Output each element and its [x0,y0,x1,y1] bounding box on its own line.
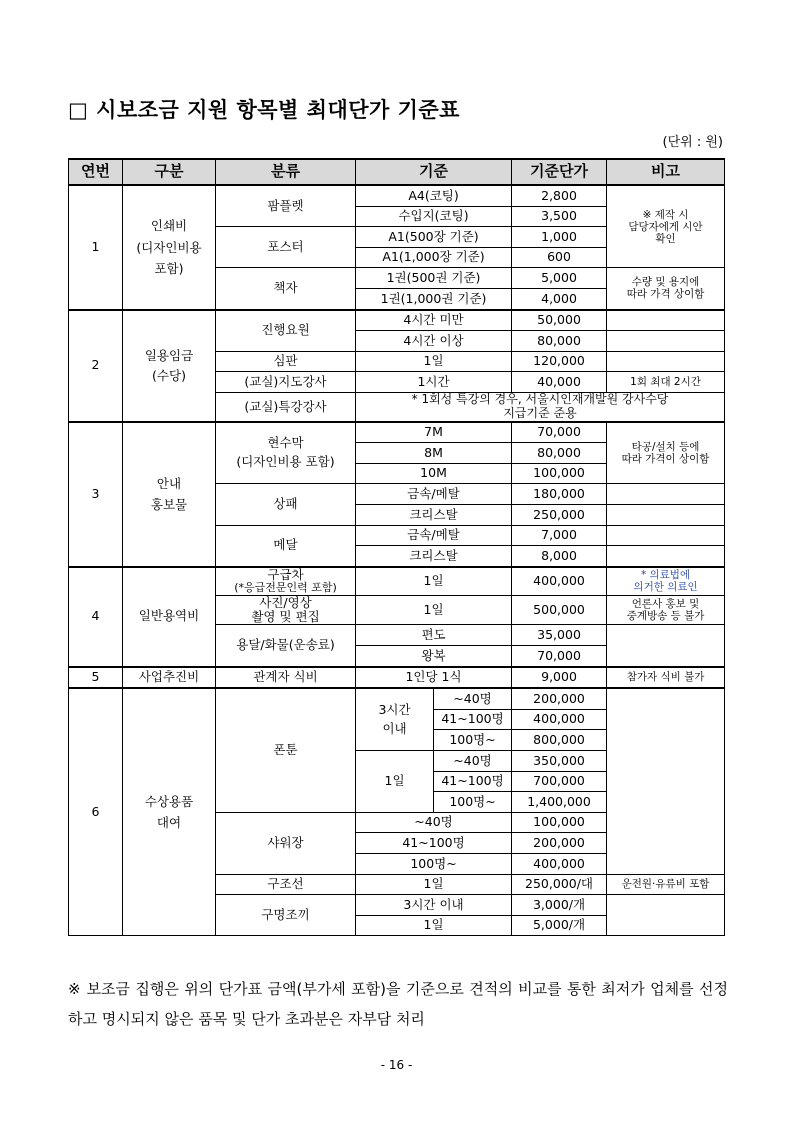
basis-cell: A1(1,000장 기준) [356,247,512,268]
basis-cell: 100명~ [434,730,512,751]
price-cell: 80,000 [512,331,607,352]
basis-cell: 금속/메탈 [356,484,512,505]
basis-cell: 왕복 [356,646,512,667]
basis-cell: 편도 [356,625,512,646]
price-cell: 500,000 [512,595,607,625]
note-cell [607,484,725,505]
basis-cell: 7M [356,422,512,443]
note-cell: 타공/설치 등에 따라 가격이 상이함 [607,422,725,484]
note-cell: * 의료법에 의거한 의료인 [607,567,725,596]
duration-cell: 3시간 이내 [356,688,434,750]
header-category: 구분 [123,159,216,185]
note-cell [607,688,725,874]
header-unit-price: 기준단가 [512,159,607,185]
basis-cell: 41~100명 [434,771,512,792]
basis-cell: 1일 [356,874,512,895]
note-cell: 운전원·유류비 포함 [607,874,725,895]
class-cell: 메달 [216,525,356,567]
unit-label: (단위 : 원) [662,135,723,150]
class-cell: 폰툰 [216,688,356,812]
basis-cell: 금속/메탈 [356,525,512,546]
basis-cell: 수입지(코팅) [356,206,512,227]
note-cell [607,504,725,525]
ambulance-sub-label: (*응급전문인력 포함) [234,581,337,595]
price-cell: 600 [512,247,607,268]
special-basis-cell: * 1회성 특강의 경우, 서울시인재개발원 강사수당 지급기준 준용 [356,392,725,421]
class-cell: 관계자 식비 [216,667,356,689]
price-cell: 5,000 [512,268,607,289]
category-cell: 일용임금 (수당) [123,310,216,422]
basis-cell: ~40명 [434,688,512,709]
price-cell: 200,000 [512,833,607,854]
header-basis: 기준 [356,159,512,185]
table-row [69,310,725,331]
price-table [68,158,725,936]
basis-cell: 3시간 이내 [356,895,512,916]
basis-cell: 41~100명 [434,709,512,730]
category-cell: 안내 홍보물 [123,422,216,567]
note-cell: 참가자 식비 불가 [607,667,725,689]
class-cell: 구조선 [216,874,356,895]
page-number: - 16 - [380,1058,413,1072]
basis-cell: 1일 [356,595,512,625]
row-number: 4 [69,567,123,667]
class-cell: 용달/화물(운송료) [216,625,356,667]
price-cell: 400,000 [512,567,607,596]
duration-cell: 1일 [356,751,434,813]
basis-cell: 1일 [356,915,512,936]
price-cell: 350,000 [512,751,607,772]
note-cell: ※ 제작 시 담당자에게 시안 확인 [607,185,725,268]
class-cell: 책자 [216,268,356,310]
page-title: □ 시보조금 지원 항목별 최대단가 기준표 [68,98,460,122]
basis-cell: 1권(500권 기준) [356,268,512,289]
class-cell: (교실)지도강사 [216,372,356,393]
price-cell: 1,000 [512,227,607,248]
price-cell: 70,000 [512,646,607,667]
price-cell: 120,000 [512,351,607,372]
basis-cell: 100명~ [356,853,512,874]
basis-cell: 크리스탈 [356,546,512,567]
basis-cell: 크리스탈 [356,504,512,525]
basis-cell: 41~100명 [356,833,512,854]
note-cell: 수량 및 용지에 따라 가격 상이함 [607,268,725,310]
category-cell: 수상용품 대여 [123,688,216,936]
class-cell [216,567,356,596]
header-no: 연번 [69,159,123,185]
class-cell: 샤워장 [216,812,356,874]
price-cell: 250,000 [512,504,607,525]
price-cell: 9,000 [512,667,607,689]
price-cell: 180,000 [512,484,607,505]
price-cell: 70,000 [512,422,607,443]
footnote: ※ 보조금 집행은 위의 단가표 금액(부가세 포함)을 기준으로 견적의 비교를 통한 최저가 업체를 선정하고 명시되지 않은 품목 및 단가 초과분은 자부담 처리 [68,980,728,1028]
basis-cell: 1권(1,000권 기준) [356,288,512,309]
class-cell: 포스터 [216,227,356,268]
basis-cell: ~40명 [356,812,512,833]
note-cell: 언론사 홍보 및 중계방송 등 불가 [607,595,725,625]
note-cell: 1회 최대 2시간 [607,372,725,393]
price-cell: 700,000 [512,771,607,792]
price-cell: 400,000 [512,709,607,730]
basis-cell: 8M [356,443,512,464]
table-row [69,667,725,689]
price-cell: 400,000 [512,853,607,874]
table-row [69,688,725,709]
price-cell: 800,000 [512,730,607,751]
price-cell: 4,000 [512,288,607,309]
class-cell: 팜플렛 [216,185,356,227]
class-cell: 사진/영상 촬영 및 편집 [216,595,356,625]
class-cell: 진행요원 [216,310,356,352]
class-cell: 현수막 (디자인비용 포함) [216,422,356,484]
basis-cell: 1일 [356,351,512,372]
basis-cell: 100명~ [434,792,512,813]
note-cell [607,331,725,352]
category-cell: 일반용역비 [123,567,216,667]
class-cell: 구명조끼 [216,895,356,936]
basis-cell: 1인당 1식 [356,667,512,689]
price-cell: 8,000 [512,546,607,567]
note-cell [607,625,725,667]
row-number: 3 [69,422,123,567]
price-cell: 200,000 [512,688,607,709]
basis-cell: 1시간 [356,372,512,393]
price-cell: 250,000/대 [512,874,607,895]
note-cell [607,895,725,936]
price-cell: 80,000 [512,443,607,464]
price-cell: 35,000 [512,625,607,646]
note-cell [607,525,725,546]
basis-cell: A1(500장 기준) [356,227,512,248]
note-cell [607,310,725,331]
category-cell: 사업추진비 [123,667,216,689]
basis-cell: 4시간 미만 [356,310,512,331]
class-cell: 상패 [216,484,356,525]
table-row [69,422,725,443]
price-cell: 3,500 [512,206,607,227]
price-cell: 50,000 [512,310,607,331]
row-number: 5 [69,667,123,689]
price-cell: 7,000 [512,525,607,546]
row-number: 1 [69,185,123,310]
note-cell [607,351,725,372]
table-header-row [69,159,725,185]
price-cell: 5,000/개 [512,915,607,936]
price-cell: 100,000 [512,463,607,484]
price-cell: 40,000 [512,372,607,393]
basis-cell: 1일 [356,567,512,596]
row-number: 6 [69,688,123,936]
ambulance-label: 구급차 [267,566,304,582]
class-cell: 심판 [216,351,356,372]
price-cell: 3,000/개 [512,895,607,916]
row-number: 2 [69,310,123,422]
table-row [69,185,725,206]
category-cell: 인쇄비 (디자인비용 포함) [123,185,216,310]
basis-cell: A4(코팅) [356,185,512,206]
basis-cell: 4시간 이상 [356,331,512,352]
price-cell: 1,400,000 [512,792,607,813]
basis-cell: 10M [356,463,512,484]
note-cell [607,546,725,567]
basis-cell: ~40명 [434,751,512,772]
header-class: 분류 [216,159,356,185]
class-cell: (교실)특강강사 [216,392,356,421]
header-note: 비고 [607,159,725,185]
price-cell: 100,000 [512,812,607,833]
price-cell: 2,800 [512,185,607,206]
